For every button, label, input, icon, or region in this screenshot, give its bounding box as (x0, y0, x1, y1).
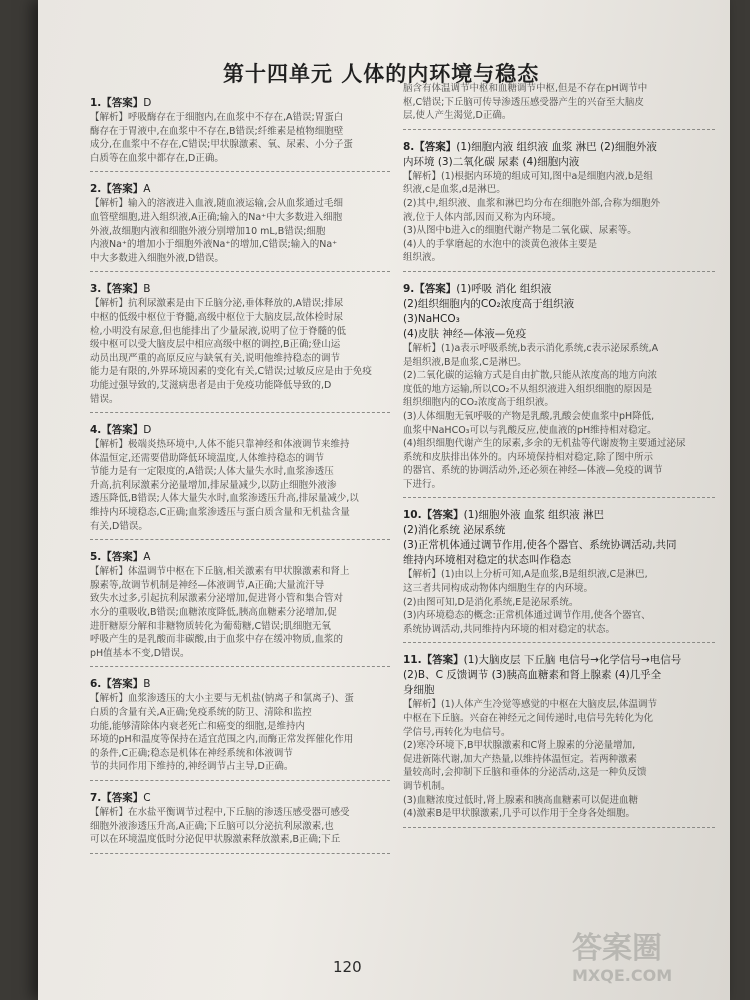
answer-heading (90, 677, 390, 692)
explanation-line: (3)内环境稳态的概念:正常机体通过调节作用,使各个器官、 (403, 610, 651, 622)
answer-tag: 【答案】 (101, 183, 144, 196)
answer-value: A (143, 183, 151, 196)
question-number: 3. (90, 283, 102, 296)
answer-tag: 【答案】 (414, 282, 457, 295)
explanation-line: 层,使人产生渴觉,D正确。 (403, 110, 512, 122)
question-number: 7. (90, 791, 102, 804)
answer-value: B (143, 678, 151, 691)
answer-line: 内环境 (3)二氧化碳 尿素 (4)细胞内液 (403, 155, 580, 168)
explanation-line: 【解析】(1)a表示呼吸系统,b表示消化系统,c表示泌尿系统,A (403, 342, 659, 354)
explanation-line: 学信号,再转化为电信号。 (403, 726, 511, 738)
explanation-line: (2)寒冷环境下,B甲状腺激素和C肾上腺素的分泌量增加, (403, 740, 636, 752)
explanation-line: 这三者共同构成动物体内细胞生存的内环境。 (403, 583, 594, 595)
watermark-logo (572, 932, 722, 996)
explanation-line: 水分的重吸收,B错误;血糖浓度降低,胰高血糖素分泌增加,促 (90, 607, 337, 619)
explanation-line: 系统和皮肤排出体外的。内环境保持相对稳定,除了图中所示 (403, 451, 654, 463)
answer-block (403, 278, 715, 499)
explanation-line: 节能力是有一定限度的,A错误;人体大量失水时,血浆渗透压 (90, 466, 334, 478)
answer-heading (403, 508, 715, 523)
answer-block (403, 649, 715, 827)
answer-value: D (143, 97, 152, 109)
answer-heading (90, 96, 390, 111)
answer-block (90, 673, 390, 781)
unit-title: 第十四单元 人体的内环境与稳态 (223, 61, 540, 86)
answer-value: (1)细胞内液 组织液 血浆 淋巴 (2)细胞外液 (456, 140, 657, 153)
answer-block (90, 178, 390, 272)
explanation-line: 维持内环境稳态,C正确;血浆渗透压与蛋白质含量和无机盐含量 (90, 507, 350, 519)
answer-line: (2)组织细胞内的CO₂浓度高于组织液 (403, 297, 575, 310)
explanation-line: (4)组织细胞代谢产生的尿素,多余的无机盐等代谢废物主要通过泌尿 (403, 438, 686, 450)
answer-line: (4)皮肤 神经—体液—免疫 (403, 327, 527, 340)
explanation-line: 酶存在于胃液中,在血浆中不存在,B错误;纤维素是植物细胞壁 (90, 125, 344, 137)
answer-line: (3)正常机体通过调节作用,使各个器官、系统协调活动,共同 (403, 539, 677, 552)
explanation-line: (3)血糖浓度过低时,肾上腺素和胰高血糖素可以促进血糖 (403, 794, 638, 806)
explanation-line: (3)从图中b进入c的细胞代谢产物是二氧化碳、尿素等。 (403, 225, 637, 237)
watermark-text: 答案圈 (572, 931, 662, 966)
answer-block (90, 92, 390, 172)
explanation-line: 度低的地方运输,所以CO₂不从组织液进入组织细胞的原因是 (403, 383, 652, 395)
explanation-line: 腺素等,故调节机制是神经—体液调节,A正确;大量流汗导 (90, 579, 325, 591)
answer-value: (1)大脑皮层 下丘脑 电信号→化学信号→电信号 (463, 654, 682, 667)
answer-value: (1)呼吸 消化 组织液 (456, 282, 552, 295)
page-number: 120 (333, 958, 362, 976)
explanation-line: (4)激素B是甲状腺激素,几乎可以作用于全身各处细胞。 (403, 808, 635, 820)
answer-tag: 【答案】 (101, 97, 144, 109)
answer-value: B (143, 283, 151, 296)
explanation-line: 【解析】(1)人体产生冷觉等感觉的中枢在大脑皮层,体温调节 (403, 699, 657, 711)
explanation-line: 功能过强导致的,艾滋病患者是由于免疫功能降低导致的,D (90, 379, 332, 391)
explanation-line: 组织细胞内的CO₂浓度高于组织液。 (403, 397, 554, 409)
answer-tag: 【答案】 (101, 678, 144, 691)
explanation-line: 进肝糖原分解和非糖物质转化为葡萄糖,C错误;肌细胞无氧 (90, 620, 331, 632)
explanation-line: 升高,抗利尿激素分泌量增加,排尿量减少,以防止细胞外液渗 (90, 479, 337, 491)
answer-value: A (143, 551, 151, 564)
explanation-line: 呼吸产生的是乳酸而非碳酸,由于血浆中存在缓冲物质,血浆的 (90, 634, 344, 646)
explanation-line: 下进行。 (403, 478, 442, 490)
question-number: 10. (403, 509, 422, 522)
explanation-line: 环境的pH和温度等保持在适宜范围之内,而酶正常发挥催化作用 (90, 734, 354, 746)
explanation-line: 量较高时,会抑制下丘脑和垂体的分泌活动,这是一种负反馈 (403, 767, 647, 779)
answer-heading (403, 282, 715, 297)
explanation-line: 【解析】体温调节中枢在下丘脑,相关激素有甲状腺激素和肾上 (90, 566, 350, 578)
explanation-line: 节的共同作用下维持的,神经调节占主导,D正确。 (90, 761, 294, 773)
explanation-line: 血管壁细胞,进入组织液,A正确;输入的Na⁺中大多数进入细胞 (90, 211, 343, 223)
answer-tag: 【答案】 (414, 140, 457, 153)
left-column (90, 92, 390, 860)
question-number: 11. (403, 654, 422, 667)
explanation-line: 级中枢可以受大脑皮层中相应高级中枢的调控,B正确;登山运 (90, 339, 341, 351)
explanation-line: 内液Na⁺的增加小于细胞外液Na⁺的增加,C错误;输入的Na⁺ (90, 239, 338, 251)
explanation-line: 织液,c是血浆,d是淋巴。 (403, 184, 506, 196)
explanation-line: 【解析】(1)由以上分析可知,A是血浆,B是组织液,C是淋巴, (403, 569, 648, 581)
answer-heading (403, 653, 715, 668)
explanation-line: 动员出现严重的高原反应与缺氧有关,说明他维持稳态的调节 (90, 352, 341, 364)
answer-line: 维持内环境相对稳定的状态叫作稳态 (403, 554, 571, 567)
answer-heading (90, 550, 390, 565)
answer-heading (90, 791, 390, 806)
explanation-line: pH值基本不变,D错误。 (90, 647, 190, 659)
explanation-line: 透压降低,B错误;人体大量失水时,血浆渗透压升高,排尿量减少,以 (90, 493, 359, 505)
explanation-line: (2)由图可知,D是消化系统,E是泌尿系统。 (403, 596, 579, 608)
explanation-line: 脑含有体温调节中枢和血糖调节中枢,但是不存在pH调节中 (403, 83, 648, 94)
answer-block (90, 787, 390, 854)
answer-tag: 【答案】 (101, 791, 144, 804)
answer-heading (403, 140, 715, 155)
explanation-line: 的器官、系统的协调活动外,还必须在神经—体液—免疫的调节 (403, 465, 663, 477)
explanation-line: 功能,能够清除体内衰老死亡和癌变的细胞,是维持内 (90, 720, 306, 732)
explanation-line: 有关,D错误。 (90, 520, 148, 532)
explanation-line: 中枢在下丘脑。兴奋在神经元之间传递时,电信号先转化为化 (403, 713, 654, 725)
explanation-line: 【解析】血浆渗透压的大小主要与无机盐(钠离子和氯离子)、蛋 (90, 693, 354, 705)
explanation-line: 【解析】输入的溶液进入血液,随血液运输,会从血浆通过毛细 (90, 198, 344, 210)
textbook-page (38, 0, 730, 1000)
explanation-line: (2)二氧化碳的运输方式是自由扩散,只能从浓度高的地方向浓 (403, 370, 657, 382)
answer-value: (1)细胞外液 血浆 组织液 淋巴 (463, 509, 604, 522)
explanation-line: (4)人的手掌磨起的水泡中的淡黄色液体主要是 (403, 238, 597, 250)
explanation-line: 致失水过多,引起抗利尿激素分泌增加,促进肾小管和集合管对 (90, 593, 344, 605)
question-number: 5. (90, 551, 102, 564)
explanation-line: 外液,故细胞内液和细胞外液分别增加10 mL,B错误;细胞 (90, 225, 326, 237)
explanation-line: 系统协调活动,共同维持内环境的相对稳定的状态。 (403, 623, 616, 635)
explanation-line: (3)人体细胞无氧呼吸的产物是乳酸,乳酸会使血浆中pH降低, (403, 410, 655, 422)
explanation-line: 调节机制。 (403, 781, 451, 792)
question-number: 4. (90, 424, 102, 437)
explanation-line: 检,小明没有尿意,但也能排出了少量尿液,说明了位于脊髓的低 (90, 325, 347, 337)
answer-tag: 【答案】 (101, 551, 144, 564)
answer-tag: 【答案】 (421, 654, 464, 667)
explanation-line: 白质等在血浆中都存在,D正确。 (90, 152, 224, 164)
explanation-line: 成分,在血浆中不存在,C错误;甲状腺激素、氧、尿素、小分子蛋 (90, 139, 353, 151)
watermark-url: MXQE.COM (572, 966, 673, 985)
question-number: 6. (90, 678, 102, 691)
answer-heading (90, 282, 390, 297)
explanation-line: (2)其中,组织液、血浆和淋巴均分布在细胞外部,合称为细胞外 (403, 197, 660, 209)
answer-tag: 【答案】 (101, 283, 144, 296)
explanation-line: 组织液。 (403, 252, 442, 264)
right-column (403, 78, 715, 834)
answer-heading (90, 182, 390, 197)
answer-tag: 【答案】 (101, 424, 144, 437)
answer-line: 身细胞 (403, 684, 435, 697)
explanation-line: 体温恒定,还需要借助降低环境温度,人体维持稳态的调节 (90, 452, 325, 464)
answer-block (403, 504, 715, 643)
question-number: 2. (90, 183, 102, 196)
explanation-line: 【解析】在水盐平衡调节过程中,下丘脑的渗透压感受器可感受 (90, 806, 350, 818)
explanation-line: 促进新陈代谢,加大产热量,以维持体温恒定。若两种激素 (403, 753, 638, 765)
explanation-line: 的条件,C正确;稳态是机体在神经系统和体液调节 (90, 747, 293, 759)
explanation-line: 能力是有限的,外界环境因素的变化有关,C错误;过敏反应是由于免疫 (90, 366, 372, 378)
explanation-line: 【解析】(1)根据内环境的组成可知,图中a是细胞内液,b是组 (403, 170, 653, 182)
explanation-line: 液,位于人体内部,因而又称为内环境。 (403, 211, 562, 223)
explanation-line: 中大多数进入细胞外液,D错误。 (90, 252, 224, 264)
explanation-line: 可以在环境温度低时分泌促甲状腺激素释放激素,B正确;下丘 (90, 834, 341, 846)
explanation-line: 【解析】呼吸酶存在于细胞内,在血浆中不存在,A错误;胃蛋白 (90, 112, 344, 123)
explanation-line: 错误。 (90, 393, 119, 405)
question-number: 9. (403, 282, 415, 295)
answer-block (403, 136, 715, 272)
explanation-line: 【解析】极端炎热环境中,人体不能只靠神经和体液调节来维持 (90, 439, 350, 451)
answer-value: C (143, 791, 151, 804)
explanation-line: 枢,C错误;下丘脑可传导渗透压感受器产生的兴奋至大脑皮 (403, 96, 644, 108)
explanation-line: 细胞外液渗透压升高,A正确;下丘脑可以分泌抗利尿激素,也 (90, 820, 334, 832)
explanation-line: 中枢的低级中枢位于脊髓,高级中枢位于大脑皮层,故体检时尿 (90, 311, 344, 323)
answer-heading (90, 423, 390, 438)
answer-block (90, 419, 390, 540)
explanation-line: 【解析】抗利尿激素是由下丘脑分泌,垂体释放的,A错误;排尿 (90, 298, 344, 310)
answer-block (90, 278, 390, 413)
question-number: 8. (403, 140, 415, 153)
answer-block (90, 546, 390, 667)
answer-line: (2)B、C 反馈调节 (3)胰高血糖素和肾上腺素 (4)几乎全 (403, 669, 662, 682)
explanation-line: 是组织液,B是血浆,C是淋巴。 (403, 356, 527, 368)
explanation-line: 白质的含量有关,A正确;免疫系统的防卫、清除和监控 (90, 707, 312, 718)
answer-tag: 【答案】 (421, 509, 464, 522)
answer-line: (3)NaHCO₃ (403, 312, 460, 325)
answer-value: D (143, 424, 152, 437)
explanation-line: 血浆中NaHCO₃可以与乳酸反应,使血液的pH维持相对稳定。 (403, 424, 657, 436)
question-number: 1. (90, 97, 102, 109)
answer-block (403, 78, 715, 130)
answer-line: (2)消化系统 泌尿系统 (403, 524, 506, 537)
